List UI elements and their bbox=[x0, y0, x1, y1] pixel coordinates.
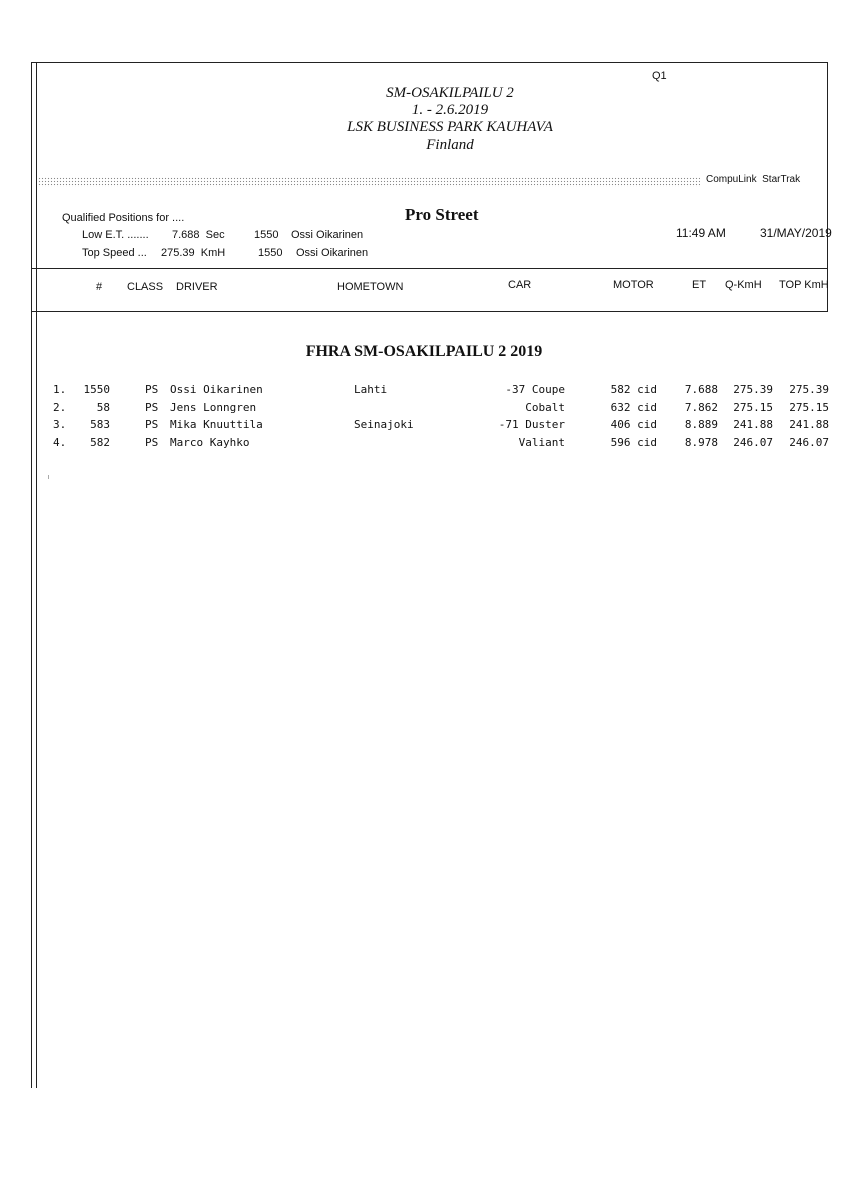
row-number: 58 bbox=[96, 401, 110, 414]
row-et: 7.688 bbox=[684, 383, 718, 396]
col-et: ET bbox=[692, 279, 707, 291]
row-car: -37 Coupe bbox=[505, 383, 565, 396]
row-qkmh: 246.07 bbox=[733, 436, 773, 449]
report-time: 11:49 AM bbox=[676, 226, 726, 240]
row-driver: Jens Lonngren bbox=[170, 401, 257, 414]
col-num: # bbox=[96, 281, 103, 293]
col-motor: MOTOR bbox=[613, 279, 654, 291]
class-title: Pro Street bbox=[405, 205, 479, 224]
row-class: PS bbox=[145, 436, 159, 449]
header-divider-2 bbox=[31, 311, 828, 312]
row-number: 582 bbox=[90, 436, 110, 449]
qualified-label: Qualified Positions for .... bbox=[62, 212, 185, 224]
right-border bbox=[827, 62, 828, 312]
row-position: 1. bbox=[53, 383, 67, 396]
row-driver: Mika Knuuttila bbox=[170, 418, 263, 431]
row-car: Valiant bbox=[518, 436, 565, 449]
left-border-inner bbox=[36, 62, 37, 1088]
row-class: PS bbox=[145, 401, 159, 414]
top-border bbox=[31, 62, 828, 63]
col-car: CAR bbox=[508, 279, 532, 291]
row-topkmh: 246.07 bbox=[789, 436, 829, 449]
top-speed-value: 275.39 KmH bbox=[161, 247, 226, 259]
row-car: -71 Duster bbox=[498, 418, 565, 431]
software-label: CompuLink StarTrak bbox=[706, 174, 801, 185]
row-class: PS bbox=[145, 383, 159, 396]
col-hometown: HOMETOWN bbox=[337, 281, 404, 293]
low-et-label: Low E.T. ....... bbox=[82, 229, 149, 241]
row-class: PS bbox=[145, 418, 159, 431]
row-topkmh: 275.15 bbox=[789, 401, 829, 414]
event-country: Finland bbox=[426, 137, 474, 153]
report-date: 31/MAY/2019 bbox=[760, 226, 832, 240]
header-divider-1 bbox=[31, 268, 828, 269]
section-title: FHRA SM-OSAKILPAILU 2 2019 bbox=[305, 343, 543, 360]
event-venue: LSK BUSINESS PARK KAUHAVA bbox=[347, 119, 553, 135]
row-driver: Ossi Oikarinen bbox=[170, 383, 263, 396]
row-qkmh: 241.88 bbox=[733, 418, 773, 431]
row-qkmh: 275.15 bbox=[733, 401, 773, 414]
row-position: 2. bbox=[53, 401, 67, 414]
row-hometown: Seinajoki bbox=[354, 418, 414, 431]
row-et: 8.889 bbox=[684, 418, 718, 431]
row-topkmh: 241.88 bbox=[789, 418, 829, 431]
col-topkmh: TOP KmH bbox=[779, 279, 829, 291]
col-class: CLASS bbox=[127, 281, 164, 293]
row-car: Cobalt bbox=[525, 401, 565, 414]
row-position: 3. bbox=[53, 418, 67, 431]
event-dates: 1. - 2.6.2019 bbox=[411, 102, 489, 118]
low-et-value: 7.688 Sec bbox=[172, 229, 225, 241]
row-driver: Marco Kayhko bbox=[170, 436, 250, 449]
top-speed-driver: Ossi Oikarinen bbox=[296, 247, 369, 259]
row-qkmh: 275.39 bbox=[733, 383, 773, 396]
row-motor: 406 cid bbox=[610, 418, 657, 431]
left-border-outer bbox=[31, 62, 32, 1088]
col-qkmh: Q-KmH bbox=[725, 279, 762, 291]
page-code: Q1 bbox=[652, 70, 667, 82]
row-number: 1550 bbox=[83, 383, 110, 396]
row-et: 8.978 bbox=[684, 436, 718, 449]
top-speed-number: 1550 bbox=[258, 247, 283, 259]
col-driver: DRIVER bbox=[176, 281, 218, 293]
low-et-number: 1550 bbox=[254, 229, 279, 241]
row-et: 7.862 bbox=[684, 401, 718, 414]
dotted-separator bbox=[38, 177, 700, 187]
row-position: 4. bbox=[53, 436, 67, 449]
low-et-driver: Ossi Oikarinen bbox=[291, 229, 364, 241]
row-motor: 632 cid bbox=[610, 401, 657, 414]
event-title: SM-OSAKILPAILU 2 bbox=[386, 85, 514, 101]
row-hometown: Lahti bbox=[354, 383, 388, 396]
stray-mark bbox=[48, 475, 49, 479]
row-topkmh: 275.39 bbox=[789, 383, 829, 396]
row-number: 583 bbox=[90, 418, 110, 431]
row-motor: 582 cid bbox=[610, 383, 657, 396]
row-motor: 596 cid bbox=[610, 436, 657, 449]
top-speed-label: Top Speed ... bbox=[82, 247, 147, 259]
